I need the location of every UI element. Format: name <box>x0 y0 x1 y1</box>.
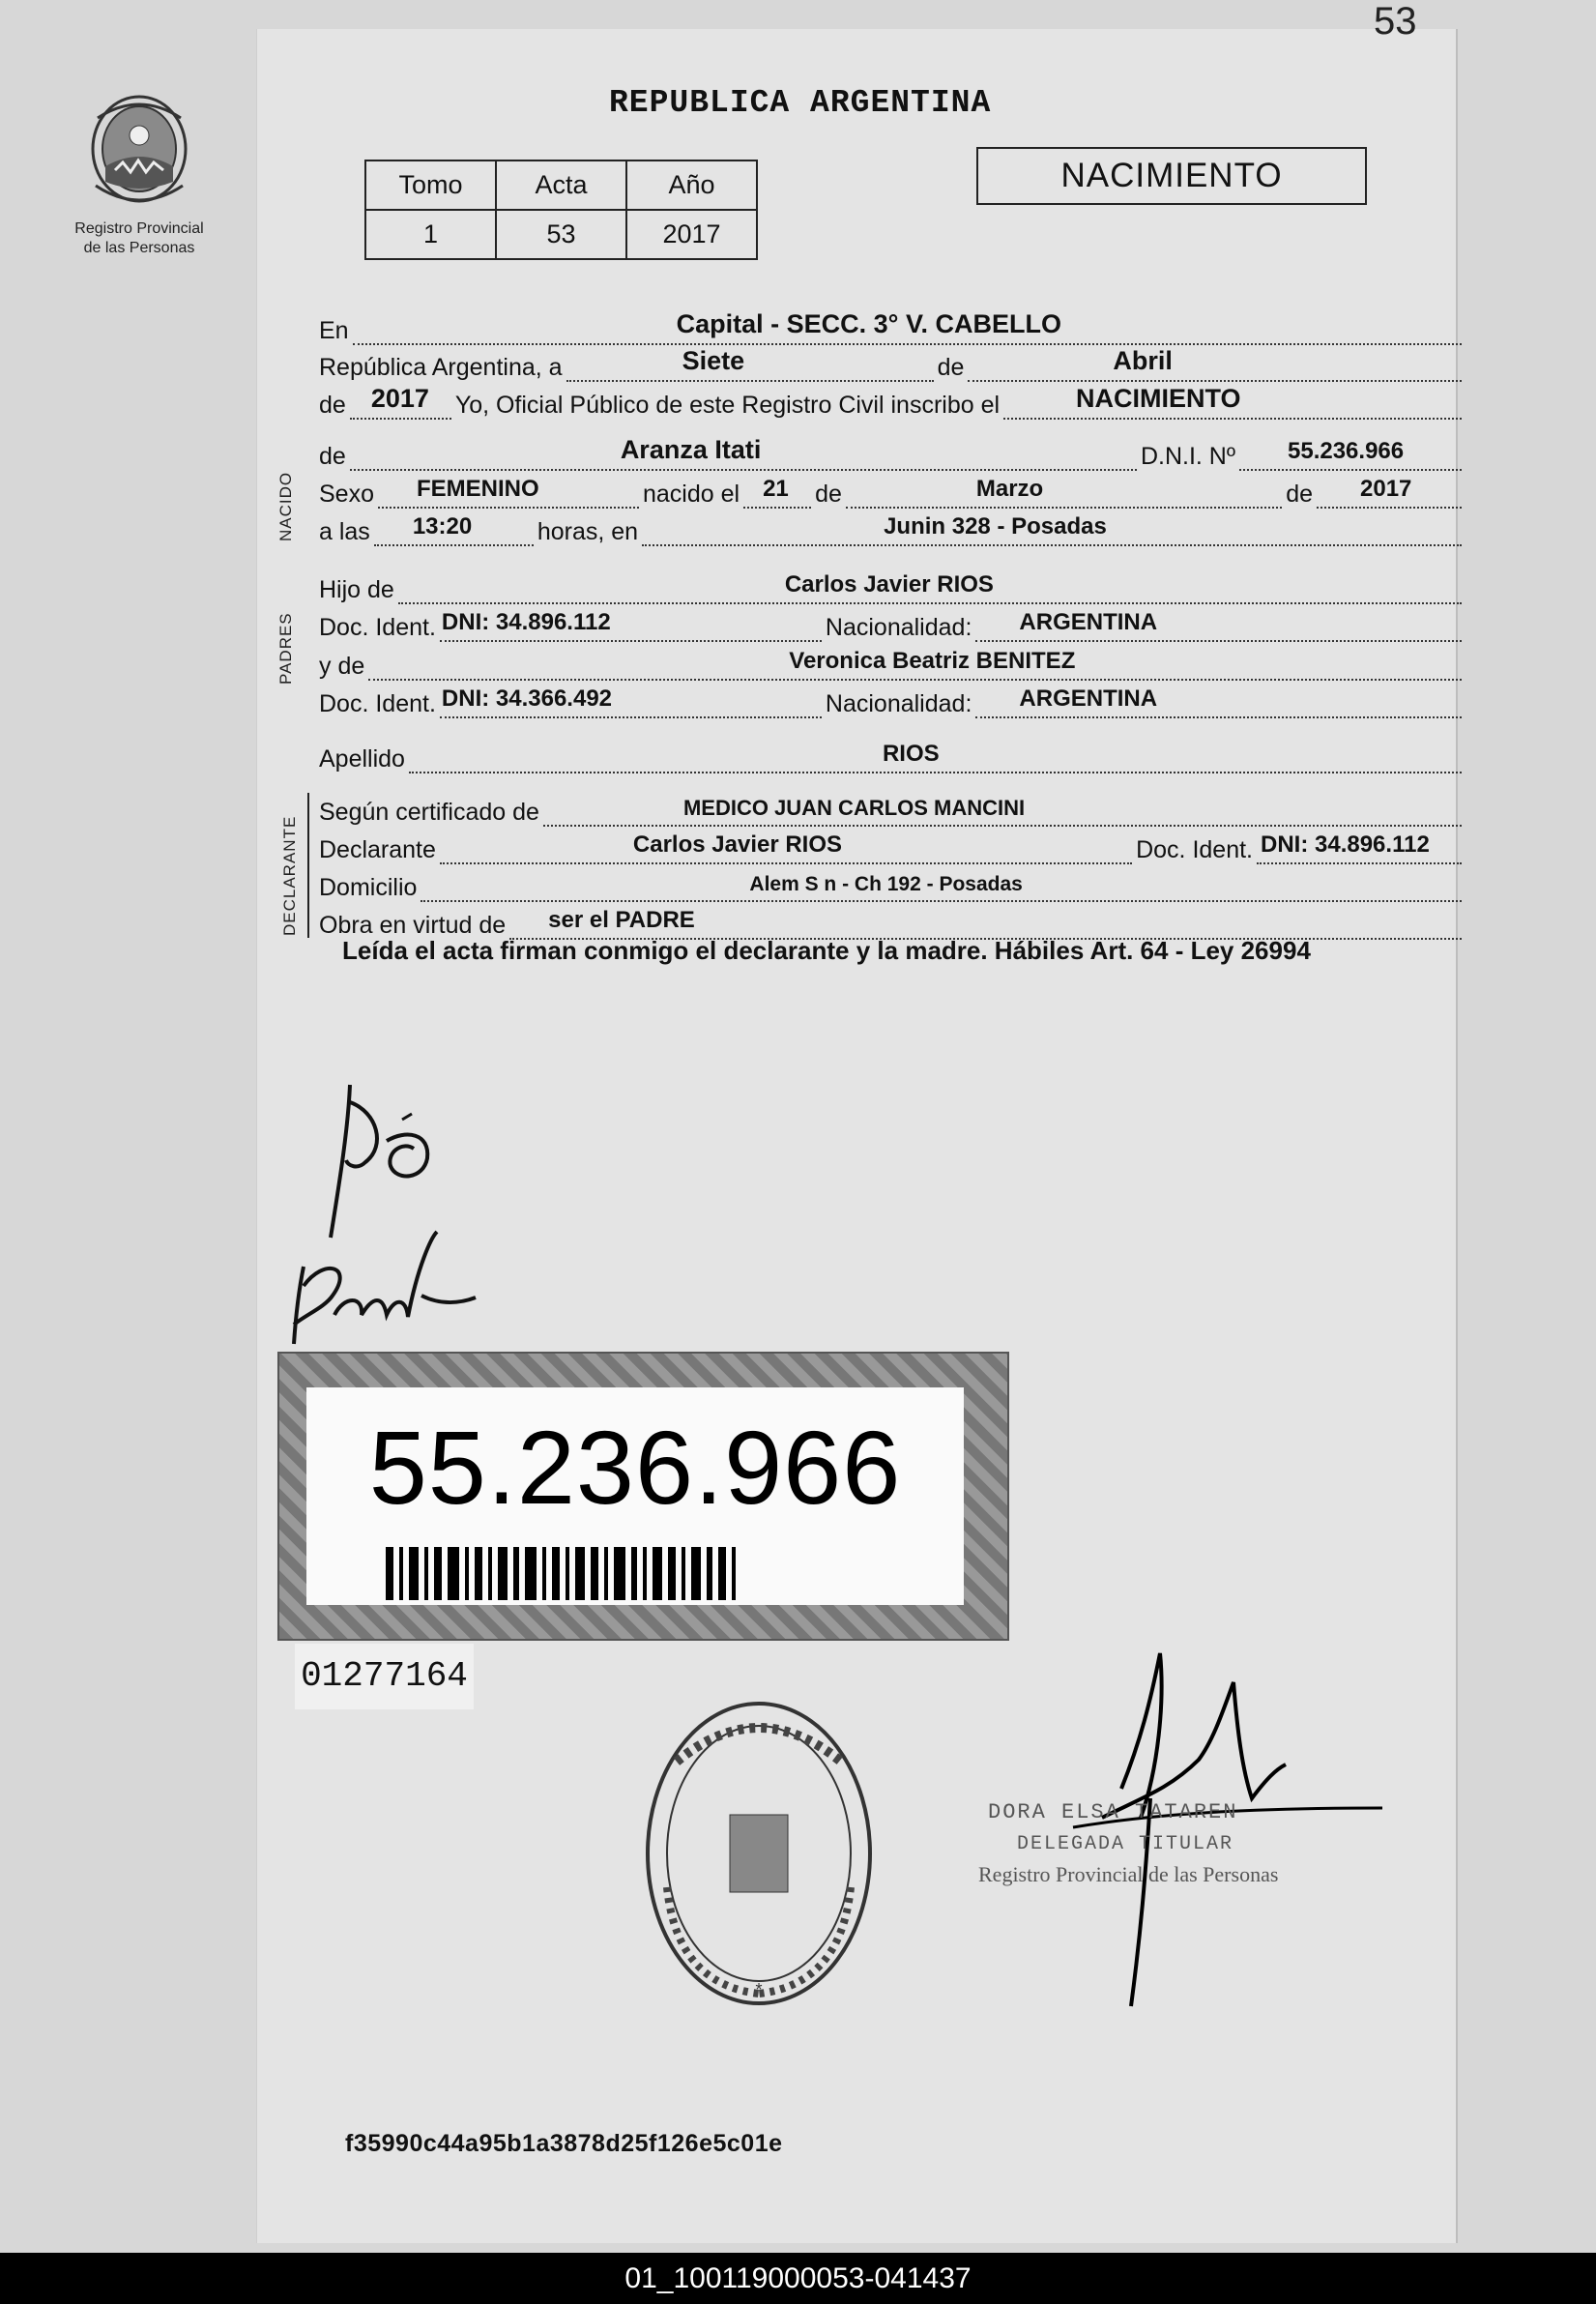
en-label: En <box>319 317 349 344</box>
birth-time-field <box>374 513 534 546</box>
father-name-value: Carlos Javier RIOS <box>784 571 994 598</box>
month-value: Abril <box>1113 346 1173 375</box>
sex-field <box>378 476 639 509</box>
row-mother <box>319 648 1465 681</box>
office-caption-line-2: de las Personas <box>83 240 195 256</box>
barcode-number: 55.236.966 <box>368 1409 902 1526</box>
month-field <box>968 346 1462 382</box>
birth-place-field <box>642 513 1462 546</box>
barcode-label <box>277 1352 1009 1641</box>
child-name-field <box>350 435 1137 471</box>
footer-document-id: 01_100119000053-041437 <box>0 2253 1596 2304</box>
row-year <box>319 384 1465 420</box>
sex-value: FEMENINO <box>416 476 539 502</box>
father-nationality-field <box>975 609 1462 642</box>
barcode-panel <box>306 1387 964 1605</box>
official-stamp-icon <box>638 1694 880 2013</box>
yo-label: Yo, Oficial Público de este Registro Civil inscribo el <box>454 392 1001 419</box>
row-certificate <box>319 796 1465 827</box>
address-field <box>421 875 1462 902</box>
de-label: de <box>319 392 346 419</box>
child-dni-value: 55.236.966 <box>1288 438 1405 464</box>
de-label: de <box>937 354 965 381</box>
act-type-field <box>1003 384 1462 420</box>
province-seal-icon <box>76 89 202 215</box>
surname-value: RIOS <box>882 741 940 767</box>
registry-table-cell: 1 <box>365 210 496 259</box>
certifier-value: MEDICO JUAN CARLOS MANCINI <box>682 796 1026 820</box>
side-label-padres: PADRES <box>276 612 295 685</box>
row-father-doc <box>319 609 1465 642</box>
office-caption-line-1: Registro Provincial <box>74 220 204 237</box>
year-field <box>350 384 451 420</box>
registry-seal-block <box>56 89 222 258</box>
mother-name-field <box>368 648 1462 681</box>
certifier-field <box>543 796 1462 827</box>
observation-text: Leída el acta firman conmigo el declarante y la madre. Hábiles Art. 64 - Ley 26994 <box>342 936 1311 965</box>
hijo-de-label: Hijo de <box>319 576 394 603</box>
registry-table-cell: 2017 <box>626 210 757 259</box>
child-name-value: Aranza Itati <box>620 435 762 464</box>
birth-month-value: Marzo <box>975 476 1044 502</box>
declarant-field <box>440 831 1132 864</box>
row-date <box>319 346 1465 382</box>
row-time <box>319 513 1465 546</box>
capacity-value: ser el PADRE <box>548 907 695 933</box>
registry-table-cell: 53 <box>496 210 626 259</box>
father-name-field <box>398 571 1462 604</box>
surname-field <box>409 741 1462 773</box>
row-mother-doc <box>319 685 1465 718</box>
obra-label: Obra en virtud de <box>319 912 507 939</box>
de-label: de <box>1286 481 1313 508</box>
birth-place-value: Junin 328 - Posadas <box>884 513 1107 540</box>
mother-name-value: Veronica Beatriz BENITEZ <box>789 648 1076 674</box>
year-value: 2017 <box>370 384 429 413</box>
mother-doc-field <box>440 685 822 718</box>
registry-table-header: Acta <box>496 160 626 210</box>
republica-label: República Argentina, a <box>319 354 563 381</box>
page-number: 53 <box>1374 0 1417 43</box>
day-value: Siete <box>682 346 745 375</box>
de-label: de <box>319 443 346 470</box>
mother-doc-value: DNI: 34.366.492 <box>441 685 613 712</box>
horas-label: horas, en <box>537 518 639 545</box>
row-place <box>319 309 1465 345</box>
father-nationality-value: ARGENTINA <box>1019 609 1158 635</box>
doc-label: Doc. Ident. <box>319 690 436 717</box>
birth-day-field <box>743 476 811 509</box>
declarant-doc-value: DNI: 34.896.112 <box>1261 831 1430 858</box>
serial-number: 01277164 <box>295 1644 474 1709</box>
row-sex <box>319 476 1465 509</box>
declarante-section-rule <box>307 793 309 938</box>
father-signature-icon <box>319 1073 454 1247</box>
declarant-doc-label: Doc. Ident. <box>1136 836 1253 863</box>
father-doc-field <box>440 609 822 642</box>
registry-table-header: Año <box>626 160 757 210</box>
dni-label: D.N.I. Nº <box>1140 443 1235 470</box>
certificado-label: Según certificado de <box>319 799 539 826</box>
nacionalidad-label: Nacionalidad: <box>825 690 972 717</box>
place-value: Capital - SECC. 3° V. CABELLO <box>676 309 1061 338</box>
doc-label: Doc. Ident. <box>319 614 436 641</box>
registry-table-value-row <box>365 210 757 259</box>
registry-table-header-row <box>365 160 757 210</box>
child-dni-field <box>1239 438 1462 471</box>
official-office: Registro Provincial de las Personas <box>978 1862 1279 1886</box>
side-label-nacido: NACIDO <box>276 471 295 541</box>
declarant-doc-field <box>1257 831 1462 864</box>
birth-year-value: 2017 <box>1360 476 1412 502</box>
nacido-label: nacido el <box>642 481 740 508</box>
official-signature-icon <box>1044 1644 1392 2011</box>
y-de-label: y de <box>319 653 365 680</box>
day-field <box>566 346 934 382</box>
mother-nationality-field <box>975 685 1462 718</box>
official-name: DORA ELSA TATAREN <box>988 1800 1238 1824</box>
birth-time-value: 13:20 <box>412 513 473 540</box>
declarant-value: Carlos Javier RIOS <box>632 831 843 858</box>
father-doc-value: DNI: 34.896.112 <box>441 609 611 635</box>
birth-month-field <box>846 476 1282 509</box>
apellido-label: Apellido <box>319 745 405 773</box>
birth-day-value: 21 <box>763 476 789 502</box>
declarante-label: Declarante <box>319 836 436 863</box>
domicilio-label: Domicilio <box>319 874 418 901</box>
svg-text:*: * <box>755 1980 763 1999</box>
official-title: DELEGADA TITULAR <box>1017 1833 1234 1855</box>
barcode-bars-icon <box>386 1547 830 1600</box>
a-las-label: a las <box>319 518 370 545</box>
mother-signature-icon <box>286 1228 479 1363</box>
row-declarant <box>319 831 1465 864</box>
de-label: de <box>815 481 842 508</box>
side-label-declarante: DECLARANTE <box>280 815 299 936</box>
row-child-name <box>319 435 1465 471</box>
row-address <box>319 874 1465 902</box>
act-type-box: NACIMIENTO <box>976 147 1367 205</box>
row-surname <box>319 741 1465 773</box>
address-value: Alem S n - Ch 192 - Posadas <box>749 873 1023 895</box>
row-father <box>319 571 1465 604</box>
act-type-value: NACIMIENTO <box>1076 384 1241 413</box>
nacionalidad-label: Nacionalidad: <box>825 614 972 641</box>
registry-table-header: Tomo <box>365 160 496 210</box>
place-field <box>353 309 1462 345</box>
document-hash: f35990c44a95b1a3878d25f126e5c01e <box>345 2130 783 2157</box>
sexo-label: Sexo <box>319 481 374 508</box>
birth-year-field <box>1317 476 1462 509</box>
registry-table <box>364 160 758 260</box>
country-title: REPUBLICA ARGENTINA <box>609 85 992 121</box>
mother-nationality-value: ARGENTINA <box>1019 685 1158 712</box>
